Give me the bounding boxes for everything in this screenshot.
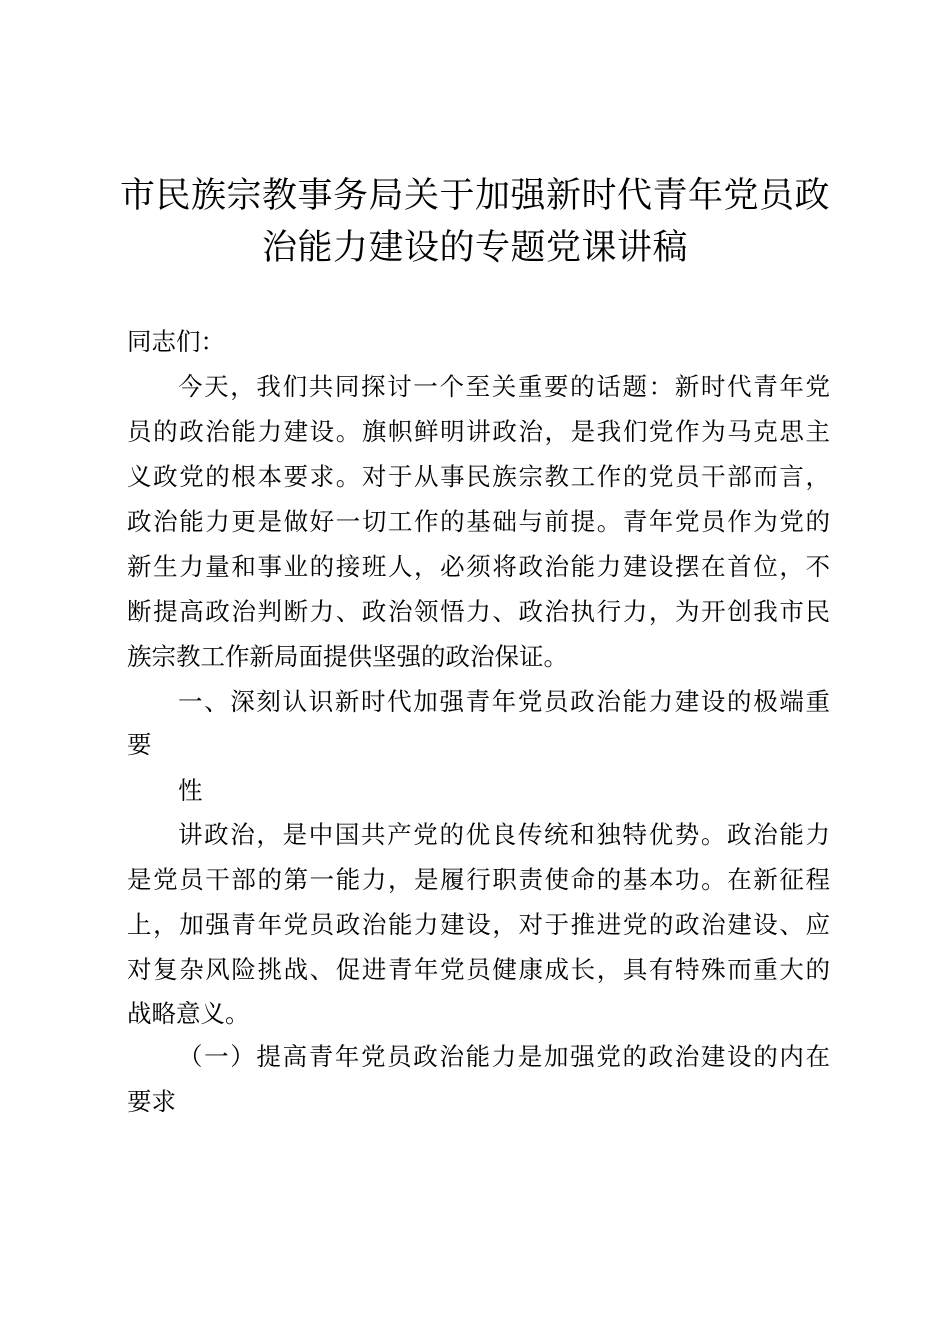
paragraph-line: 对复杂风险挑战、促进青年党员健康成长，具有特殊而重大的 bbox=[127, 955, 830, 984]
subsection-heading-line: （一）提高青年党员政治能力是加强党的政治建设的内在 bbox=[178, 1042, 830, 1071]
paragraph-line: 新生力量和事业的接班人，必须将政治能力建设摆在首位，不 bbox=[127, 552, 830, 581]
document-title-line-2: 治能力建设的专题党课讲稿 bbox=[261, 228, 688, 268]
paragraph-line: 是党员干部的第一能力，是履行职责使命的基本功。在新征程 bbox=[127, 865, 830, 894]
paragraph-line: 员的政治能力建设。旗帜鲜明讲政治，是我们党作为马克思主 bbox=[127, 417, 830, 446]
section-heading-line: 一、深刻认识新时代加强青年党员政治能力建设的极端重 bbox=[178, 687, 830, 716]
paragraph-line: 上，加强青年党员政治能力建设，对于推进党的政治建设、应 bbox=[127, 910, 830, 939]
paragraph-line: 政治能力更是做好一切工作的基础与前提。青年党员作为党的 bbox=[127, 507, 830, 536]
paragraph-line: 义政党的根本要求。对于从事民族宗教工作的党员干部而言， bbox=[127, 462, 830, 491]
paragraph-line: 断提高政治判断力、政治领悟力、政治执行力，为开创我市民 bbox=[127, 597, 830, 626]
paragraph-line: 讲政治，是中国共产党的优良传统和独特优势。政治能力 bbox=[178, 820, 830, 849]
subsection-heading-line: 要求 bbox=[127, 1087, 176, 1116]
paragraph-line: 战略意义。 bbox=[127, 999, 250, 1028]
salutation: 同志们： bbox=[127, 327, 225, 356]
section-heading-line: 性 bbox=[178, 776, 203, 805]
paragraph-line: 今天，我们共同探讨一个至关重要的话题：新时代青年党 bbox=[178, 372, 830, 401]
paragraph-line: 族宗教工作新局面提供坚强的政治保证。 bbox=[127, 642, 568, 671]
document-title-line-1: 市民族宗教事务局关于加强新时代青年党员政 bbox=[119, 176, 830, 216]
section-heading-line: 要 bbox=[127, 730, 152, 759]
